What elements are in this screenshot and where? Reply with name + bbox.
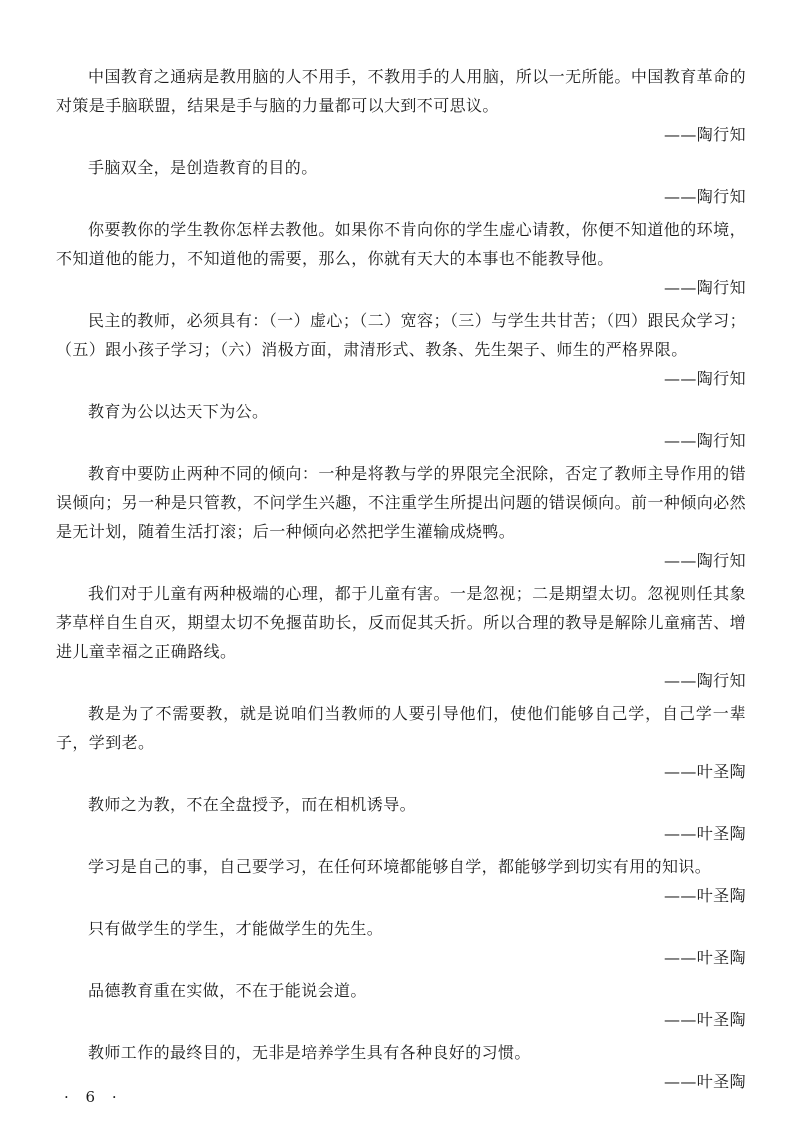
quote-author: ——叶圣陶 — [663, 886, 746, 905]
quote-item — [56, 1038, 746, 1096]
quote-text: 你要教你的学生教你怎样去教他。如果你不肯向你的学生虚心请教，你便不知道他的环境，不知道他的能力，不知道他的需要，那么，你就有天大的本事也不能教导他。 — [56, 220, 746, 268]
quote-text: 品德教育重在实做，不在于能说会道。 — [88, 981, 367, 1000]
quote-list — [56, 62, 746, 1100]
quote-author: ——陶行知 — [663, 671, 746, 690]
quote-item — [56, 397, 746, 455]
quote-item — [56, 914, 746, 972]
quote-item — [56, 153, 746, 211]
page-number: · 6 · — [64, 1088, 123, 1106]
quote-author: ——叶圣陶 — [663, 948, 746, 967]
quote-author: ——陶行知 — [663, 369, 746, 388]
quote-item — [56, 306, 746, 393]
quote-item — [56, 976, 746, 1034]
quote-item — [56, 579, 746, 695]
quote-text: 中国教育之通病是教用脑的人不用手，不教用手的人用脑，所以一无所能。中国教育革命的对策是手脑联盟，结果是手与脑的力量都可以大到不可思议。 — [56, 67, 746, 115]
quote-text: 手脑双全，是创造教育的目的。 — [88, 158, 318, 177]
quote-text: 我们对于儿童有两种极端的心理，都于儿童有害。一是忽视；二是期望太切。忽视则任其象茅草样自生自灭，期望太切不免揠苗助长，反而促其夭折。所以合理的教导是解除儿童痛苦、增进儿童幸福之正确路线。 — [56, 584, 746, 661]
quote-text: 只有做学生的学生，才能做学生的先生。 — [88, 919, 384, 938]
quote-text: 教是为了不需要教，就是说咱们当教师的人要引导他们，使他们能够自己学，自己学一辈子，学到老。 — [56, 704, 746, 752]
quote-author: ——陶行知 — [663, 278, 746, 297]
quote-text: 教育中要防止两种不同的倾向：一种是将教与学的界限完全泯除，否定了教师主导作用的错误倾向；另一种是只管教，不问学生兴趣，不注重学生所提出问题的错误倾向。前一种倾向必然是无计划，随着生活打滚；后一种倾向必然把学生灌输成烧鸭。 — [56, 464, 746, 541]
quote-item — [56, 699, 746, 786]
quote-text: 教师工作的最终目的，无非是培养学生具有各种良好的习惯。 — [88, 1043, 531, 1062]
quote-author: ——陶行知 — [663, 431, 746, 450]
quote-item — [56, 790, 746, 848]
quote-item — [56, 852, 746, 910]
quote-item — [56, 459, 746, 575]
quote-author: ——陶行知 — [663, 125, 746, 144]
quote-author: ——陶行知 — [663, 551, 746, 570]
quote-item — [56, 62, 746, 149]
quote-author: ——陶行知 — [663, 187, 746, 206]
quote-text: 民主的教师，必须具有：（一）虚心；（二）宽容；（三）与学生共甘苦；（四）跟民众学习；（五）跟小孩子学习；（六）消极方面，肃清形式、教条、先生架子、师生的严格界限。 — [56, 311, 746, 359]
quote-author: ——叶圣陶 — [663, 824, 746, 843]
quote-text: 教师之为教，不在全盘授予，而在相机诱导。 — [88, 795, 417, 814]
quote-author: ——叶圣陶 — [663, 1072, 746, 1091]
quote-text: 教育为公以达天下为公。 — [88, 402, 269, 421]
quote-item — [56, 215, 746, 302]
quote-author: ——叶圣陶 — [663, 1010, 746, 1029]
quote-author: ——叶圣陶 — [663, 762, 746, 781]
quote-text: 学习是自己的事，自己要学习，在任何环境都能够自学，都能够学到切实有用的知识。 — [88, 857, 712, 876]
